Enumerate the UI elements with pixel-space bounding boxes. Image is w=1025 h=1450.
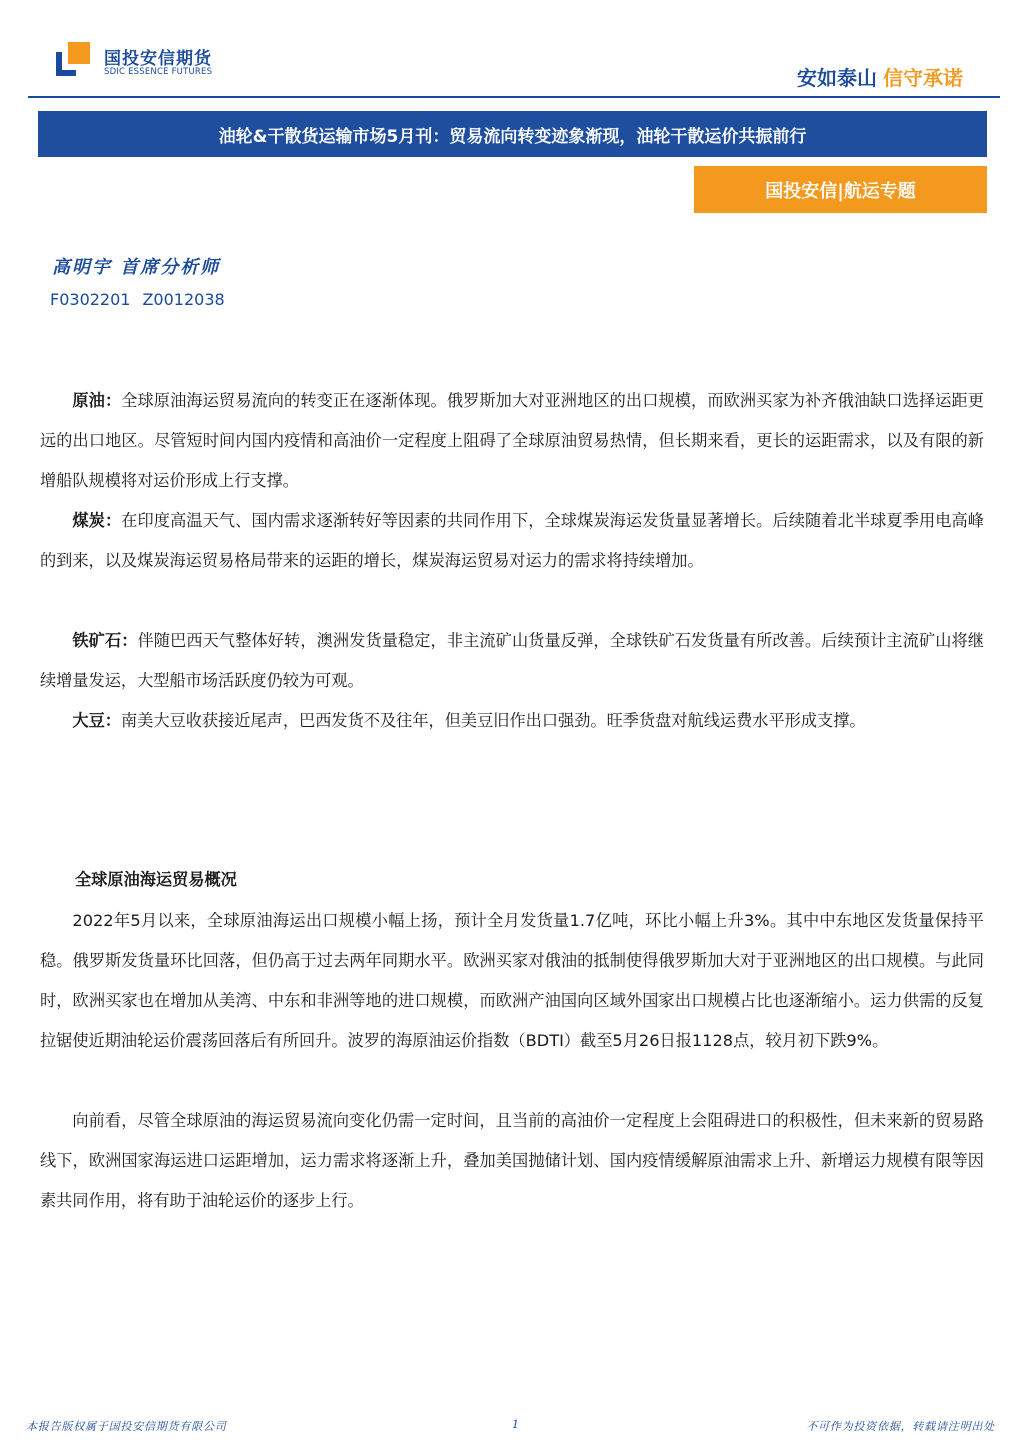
logo-english-name: SDIC ESSENCE FUTURES [104, 67, 213, 77]
footer-copyright: 本报告版权属于国投安信期货有限公司 [26, 1420, 227, 1433]
summary-label: 铁矿石： [72, 631, 138, 650]
section-paragraph-2: 向前看，尽管全球原油的海运贸易流向变化仍需一定时间，且当前的高油价一定程度上会阻碍进口的积极性，但未来新的贸易路线下，欧洲国家海运进口运距增加，运力需求将逐渐上升，叠加美国抛储计划、国内疫情缓解原油需求上升、新增运力规模有限等因素共同作用，将有助于油轮运价的逐步上行。 [40, 1111, 984, 1210]
section-paragraph-1: 2022年5月以来，全球原油海运出口规模小幅上扬，预计全月发货量1.7亿吨，环比小幅上升3%。其中中东地区发货量保持平稳。俄罗斯发货量环比回落，但仍高于过去两年同期水平。欧洲买家对俄油的抵制使得俄罗斯加大对于亚洲地区的出口规模。与此同时，欧洲买家也在增加从美湾、中东和非洲等地的进口规模，而欧洲产油国向区域外国家出口规模占比也逐渐缩小。运力供需的反复拉锯使近期油轮运价震荡回落后有所回升。波罗的海原油运价指数（BDTI）截至5月26日报1128点，较月初下跌9%。 [40, 911, 984, 1050]
logo-chinese-name: 国投安信期货 [104, 49, 212, 69]
footer-disclaimer: 不可作为投资依据，转载请注明出处 [806, 1420, 995, 1433]
page-number: 1 [512, 1418, 519, 1431]
cert-number-2: Z0012038 [142, 290, 225, 309]
cert-number-1: F0302201 [50, 290, 131, 309]
page-footer [0, 1412, 1025, 1442]
summary-text: 南美大豆收获接近尾声，巴西发货不及往年，但美豆旧作出口强劲。旺季货盘对航线运费水平形成支撑。 [120, 711, 866, 730]
report-tag [694, 166, 987, 213]
summary-iron-ore [40, 621, 984, 701]
summary-label: 大豆： [72, 711, 121, 730]
report-tag-label: 国投安信|航运专题 [765, 180, 916, 202]
slogan [797, 62, 963, 91]
company-logo [52, 40, 252, 84]
author-certificates [50, 290, 225, 309]
summary-soybean [40, 701, 984, 741]
slogan-part-1: 安如泰山 [797, 66, 877, 90]
summary-label: 原油： [72, 391, 122, 410]
summary-text: 伴随巴西天气整体好转，澳洲发货量稳定，非主流矿山货量反弹，全球铁矿石发货量有所改善。后续预计主流矿山将继续增量发运，大型船市场活跃度仍较为可观。 [40, 631, 984, 690]
header-divider [28, 96, 1000, 98]
summary-text: 在印度高温天气、国内需求逐渐转好等因素的共同作用下，全球煤炭海运发货量显著增长。后续随着北半球夏季用电高峰的到来，以及煤炭海运贸易格局带来的运距的增长，煤炭海运贸易对运力的需求将持续增加。 [40, 511, 984, 570]
slogan-part-2: 信守承诺 [883, 66, 963, 90]
summary-crude-oil [40, 381, 984, 501]
summary-label: 煤炭： [72, 511, 122, 530]
page-header [0, 0, 1025, 100]
logo-mark-icon [52, 40, 96, 84]
section-heading: 全球原油海运贸易概况 [75, 870, 237, 889]
summary-coal [40, 501, 984, 581]
summary-text: 全球原油海运贸易流向的转变正在逐渐体现。俄罗斯加大对亚洲地区的出口规模，而欧洲买家为补齐俄油缺口选择运距更远的出口地区。尽管短时间内国内疫情和高油价一定程度上阻碍了全球原油贸易热情，但长期来看，更长的运距需求，以及有限的新增船队规模将对运价形成上行支撑。 [40, 391, 984, 490]
report-title-bar [38, 111, 987, 157]
author-name-title: 高明宇 首席分析师 [52, 257, 221, 278]
report-title: 油轮&干散货运输市场5月刊：贸易流向转变迹象渐现，油轮干散运价共振前行 [218, 126, 807, 147]
